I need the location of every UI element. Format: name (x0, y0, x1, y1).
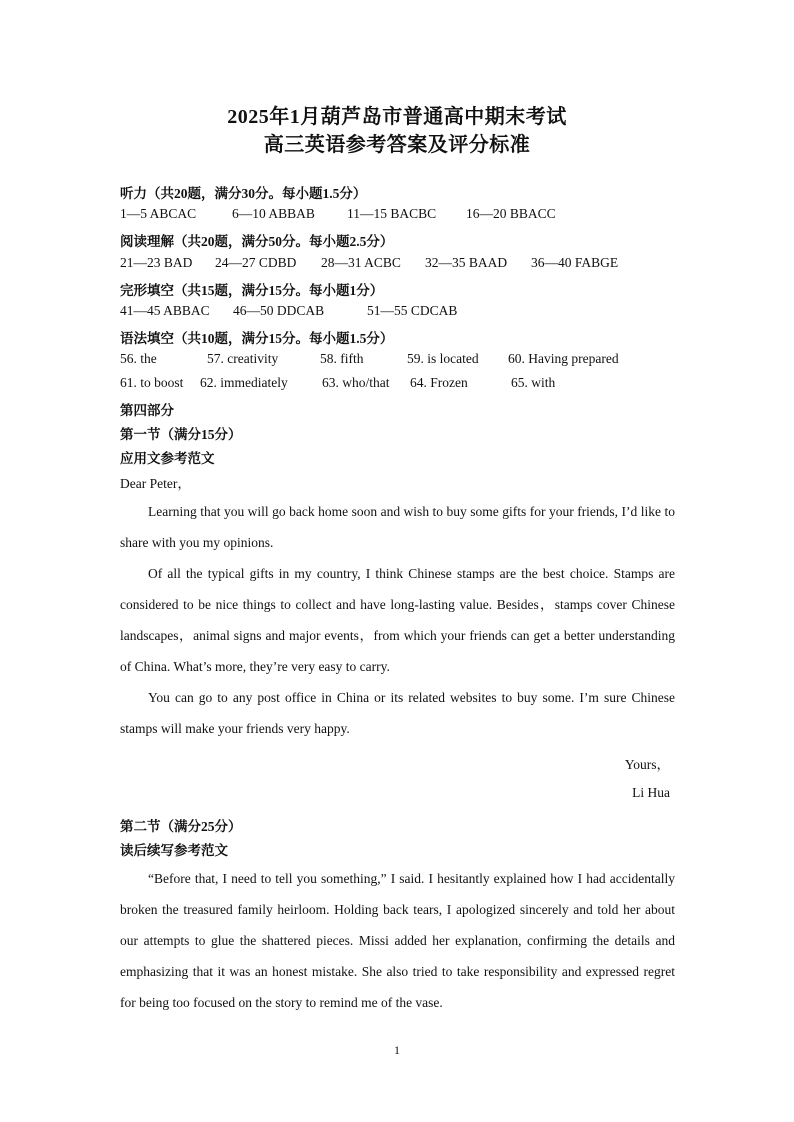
page-number: 1 (394, 1043, 400, 1057)
section1-subheading: 应用文参考范文 (120, 451, 215, 466)
answer-item: 62. immediately (200, 375, 288, 390)
answer-group: 6—10 ABBAB (232, 206, 315, 221)
letter-paragraph-1: Learning that you will go back home soon and wish to buy some gifts for your friends, I’d like to share with you my opinions. (120, 504, 675, 550)
reading-heading: 阅读理解（共20题，满分50分。每小题2.5分） (120, 234, 394, 249)
letter-paragraph-2: Of all the typical gifts in my country, I think Chinese stamps are the best choice. Stamps are considered to be nice things to collect and have long-lasting value. Besides，stamps cover Chinese landscapes，animal signs and major events，from which your friends can get a better understanding of China. What’s more, they’re very easy to carry. (120, 566, 675, 674)
answer-item: 63. who/that (322, 375, 390, 390)
answer-item: 65. with (511, 375, 556, 390)
part4-heading: 第四部分 (120, 403, 174, 418)
letter-closing: Yours， (624, 757, 670, 772)
answer-group: 32—35 BAAD (425, 255, 508, 270)
answer-item: 60. Having prepared (508, 351, 619, 366)
listening-heading: 听力（共20题，满分30分。每小题1.5分） (120, 186, 367, 201)
listening-answers (120, 206, 556, 222)
section1-heading: 第一节（满分15分） (120, 427, 242, 442)
document-title: 2025年1月葫芦岛市普通高中期末考试 (227, 106, 567, 128)
grammar-answers-row1 (120, 351, 619, 367)
reading-answers (120, 255, 618, 271)
cloze-answers (120, 303, 457, 319)
section2-subheading: 读后续写参考范文 (120, 843, 228, 858)
cloze-heading: 完形填空（共15题，满分15分。每小题1分） (120, 283, 384, 298)
answer-group: 46—50 DDCAB (233, 303, 325, 318)
letter-signature: Li Hua (632, 785, 670, 800)
letter-salutation: Dear Peter， (120, 476, 191, 491)
answer-item: 58. fifth (320, 351, 364, 366)
answer-group: 21—23 BAD (120, 255, 193, 270)
document-subtitle: 高三英语参考答案及评分标准 (263, 134, 531, 156)
answer-item: 56. the (120, 351, 157, 366)
answer-item: 59. is located (407, 351, 479, 366)
answer-group: 41—45 ABBAC (120, 303, 210, 318)
answer-group: 36—40 FABGE (531, 255, 619, 270)
continuation-paragraph: “Before that, I need to tell you something,” I said. I hesitantly explained how I had accidentally broken the treasured family heirloom. Holding back tears, I apologized sincerely and told her about our attempts to glue the shattered pieces. Missi added her explanation, confirming the details and emphasizing that it was an honest mistake. She also tried to take responsibility and expressed regret for being too focused on the story to remind me of the vase. (120, 871, 675, 1010)
answer-item: 64. Frozen (410, 375, 468, 390)
answer-group: 51—55 CDCAB (367, 303, 458, 318)
answer-group: 28—31 ACBC (321, 255, 401, 270)
letter-paragraph-3: You can go to any post office in China or its related websites to buy some. I’m sure Chinese stamps will make your friends very happy. (120, 690, 675, 736)
answer-group: 16—20 BBACC (466, 206, 556, 221)
answer-item: 61. to boost (120, 375, 184, 390)
answer-group: 24—27 CDBD (215, 255, 297, 270)
grammar-answers-row2 (120, 375, 555, 391)
answer-group: 11—15 BACBC (347, 206, 437, 221)
answer-group: 1—5 ABCAC (120, 206, 197, 221)
answer-item: 57. creativity (207, 351, 279, 366)
section2-heading: 第二节（满分25分） (120, 819, 242, 834)
grammar-heading: 语法填空（共10题，满分15分。每小题1.5分） (120, 331, 394, 346)
